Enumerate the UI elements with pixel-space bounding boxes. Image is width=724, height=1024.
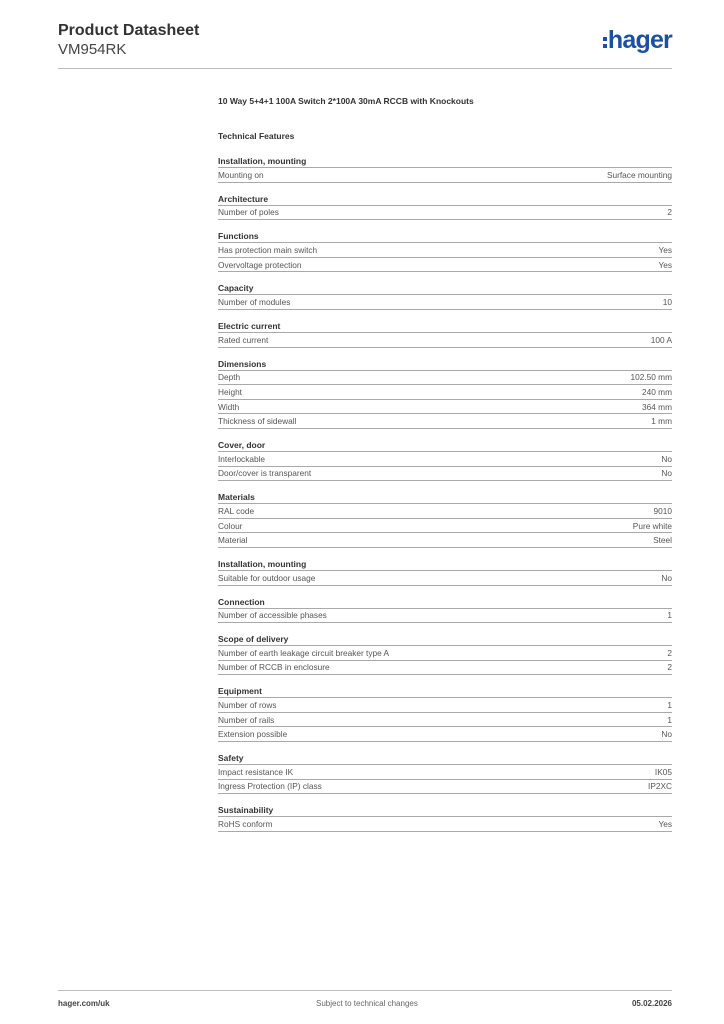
feature-row xyxy=(218,533,672,548)
datasheet-content xyxy=(218,96,672,842)
feature-label: Ingress Protection (IP) class xyxy=(218,781,322,792)
feature-row xyxy=(218,414,672,429)
feature-value: 1 xyxy=(667,700,672,711)
feature-value: 2 xyxy=(667,647,672,658)
feature-value: No xyxy=(661,572,672,583)
section-heading: Architecture xyxy=(218,193,672,206)
logo-wordmark: hager xyxy=(607,26,672,54)
header-divider xyxy=(58,68,672,69)
feature-value: Pure white xyxy=(632,520,672,531)
feature-value: 2 xyxy=(667,662,672,673)
feature-section xyxy=(218,320,672,348)
feature-label: Colour xyxy=(218,520,243,531)
product-code: VM954RK xyxy=(58,41,127,58)
section-heading: Connection xyxy=(218,596,672,609)
feature-label: Number of RCCB in enclosure xyxy=(218,662,330,673)
feature-value: 1 xyxy=(667,610,672,621)
feature-value: Yes xyxy=(658,259,672,270)
feature-section xyxy=(218,230,672,272)
feature-label: Width xyxy=(218,401,240,412)
feature-label: Number of modules xyxy=(218,297,291,308)
feature-row xyxy=(218,713,672,728)
feature-value: Steel xyxy=(653,535,672,546)
feature-row xyxy=(218,646,672,661)
feature-section xyxy=(218,596,672,624)
feature-row xyxy=(218,727,672,742)
feature-value: Surface mounting xyxy=(606,169,672,180)
page-header xyxy=(58,22,672,68)
feature-row xyxy=(218,295,672,310)
feature-value: Yes xyxy=(658,244,672,255)
feature-value: 10 xyxy=(662,297,672,308)
feature-value: 1 xyxy=(667,714,672,725)
feature-label: Impact resistance IK xyxy=(218,766,294,777)
feature-row xyxy=(218,571,672,586)
feature-label: Material xyxy=(218,535,248,546)
feature-value: 364 mm xyxy=(642,401,672,412)
feature-label: Rated current xyxy=(218,334,269,345)
feature-label: Has protection main switch xyxy=(218,244,318,255)
feature-label: Depth xyxy=(218,372,241,383)
section-heading: Safety xyxy=(218,752,672,765)
feature-label: Number of rows xyxy=(218,700,277,711)
feature-label: Number of earth leakage circuit breaker type A xyxy=(218,647,390,658)
feature-row xyxy=(218,661,672,676)
feature-row xyxy=(218,698,672,713)
footer-website: hager.com/uk xyxy=(58,999,110,1008)
feature-section xyxy=(218,804,672,832)
footer-divider xyxy=(58,990,672,991)
feature-value: IK05 xyxy=(654,766,672,777)
feature-section xyxy=(218,193,672,221)
feature-label: Number of poles xyxy=(218,207,279,218)
feature-label: Door/cover is transparent xyxy=(218,468,312,479)
section-heading: Dimensions xyxy=(218,358,672,371)
feature-value: No xyxy=(661,453,672,464)
feature-label: Mounting on xyxy=(218,169,264,180)
feature-label: Number of accessible phases xyxy=(218,610,327,621)
section-heading: Cover, door xyxy=(218,439,672,452)
section-heading: Electric current xyxy=(218,320,672,333)
feature-row xyxy=(218,371,672,386)
feature-label: RAL code xyxy=(218,505,255,516)
feature-label: Extension possible xyxy=(218,729,288,740)
hager-logo xyxy=(603,28,672,54)
feature-row xyxy=(218,467,672,482)
feature-label: Number of rails xyxy=(218,714,275,725)
feature-value: No xyxy=(661,729,672,740)
page-footer xyxy=(58,998,672,1010)
feature-section xyxy=(218,558,672,586)
section-heading: Materials xyxy=(218,491,672,504)
feature-row xyxy=(218,168,672,183)
footer-date: 05.02.2026 xyxy=(631,999,672,1008)
section-heading: Installation, mounting xyxy=(218,558,672,571)
feature-row xyxy=(218,452,672,467)
feature-section xyxy=(218,439,672,481)
feature-section xyxy=(218,491,672,548)
feature-label: RoHS conform xyxy=(218,819,273,830)
logo-colon-icon xyxy=(603,37,607,48)
feature-value: 240 mm xyxy=(642,386,672,397)
feature-value: 100 A xyxy=(650,334,672,345)
feature-value: 2 xyxy=(667,207,672,218)
feature-value: No xyxy=(661,468,672,479)
feature-row xyxy=(218,333,672,348)
feature-section xyxy=(218,282,672,310)
section-heading: Capacity xyxy=(218,282,672,295)
feature-section xyxy=(218,155,672,183)
section-heading: Installation, mounting xyxy=(218,155,672,168)
feature-value: 9010 xyxy=(653,505,672,516)
section-heading: Functions xyxy=(218,230,672,243)
feature-section xyxy=(218,633,672,675)
feature-row xyxy=(218,258,672,273)
section-heading: Sustainability xyxy=(218,804,672,817)
feature-label: Thickness of sidewall xyxy=(218,416,297,427)
product-description: 10 Way 5+4+1 100A Switch 2*100A 30mA RCCB with Knockouts xyxy=(218,96,474,106)
feature-row xyxy=(218,609,672,624)
feature-label: Interlockable xyxy=(218,453,266,464)
feature-label: Suitable for outdoor usage xyxy=(218,572,316,583)
feature-section xyxy=(218,358,672,429)
section-heading: Scope of delivery xyxy=(218,633,672,646)
feature-row xyxy=(218,519,672,534)
footer-notice: Subject to technical changes xyxy=(316,999,418,1008)
feature-section xyxy=(218,685,672,742)
feature-row xyxy=(218,817,672,832)
feature-row xyxy=(218,765,672,780)
feature-row xyxy=(218,504,672,519)
technical-features-title: Technical Features xyxy=(218,131,295,141)
feature-row xyxy=(218,400,672,415)
feature-label: Height xyxy=(218,386,242,397)
feature-value: 102.50 mm xyxy=(630,372,672,383)
feature-row xyxy=(218,780,672,795)
feature-row xyxy=(218,206,672,221)
feature-label: Overvoltage protection xyxy=(218,259,302,270)
feature-row xyxy=(218,385,672,400)
section-heading: Equipment xyxy=(218,685,672,698)
feature-sections xyxy=(218,155,672,832)
feature-row xyxy=(218,243,672,258)
document-title: Product Datasheet xyxy=(58,22,200,39)
feature-value: IP2XC xyxy=(648,781,672,792)
feature-value: Yes xyxy=(658,819,672,830)
feature-section xyxy=(218,752,672,794)
feature-value: 1 mm xyxy=(651,416,672,427)
